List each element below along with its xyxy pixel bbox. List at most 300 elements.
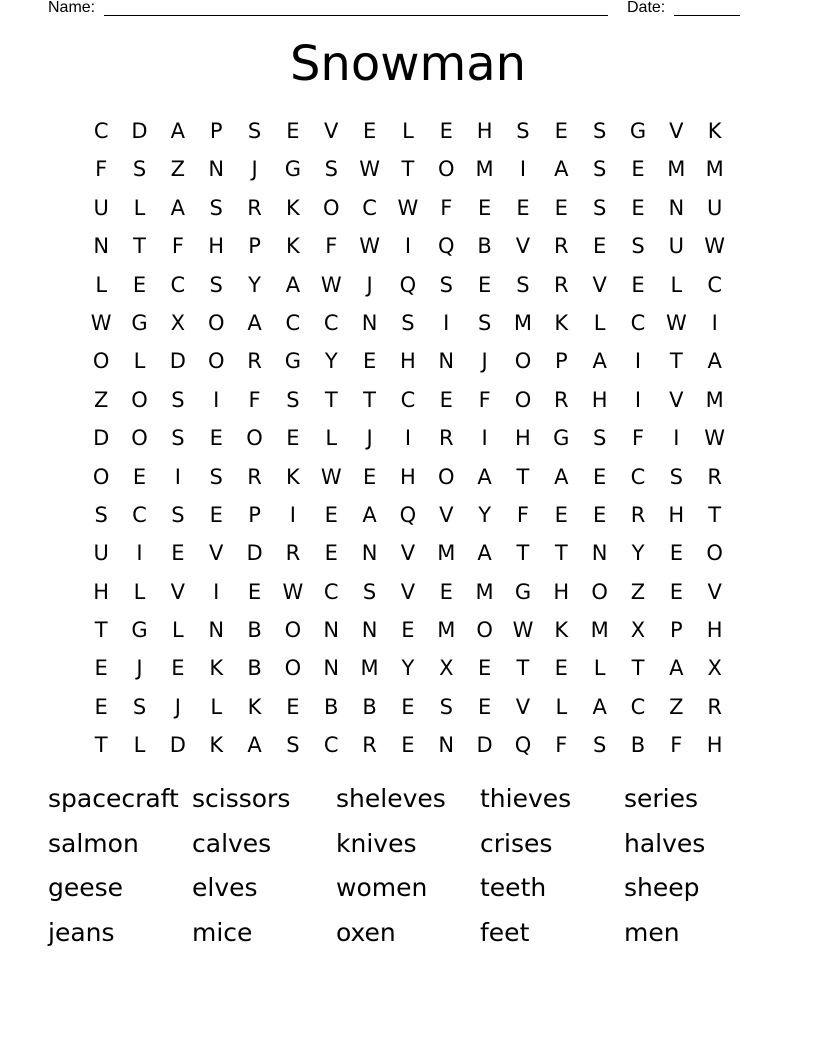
grid-letter[interactable]: E (477, 195, 492, 220)
grid-letter[interactable]: A (247, 310, 262, 335)
grid-letter[interactable]: K (286, 195, 300, 220)
grid-letter[interactable]: C (132, 502, 147, 527)
grid-letter[interactable]: W (359, 157, 380, 182)
grid-letter[interactable]: W (282, 579, 304, 604)
grid-letter[interactable]: R (438, 426, 454, 451)
grid-letter[interactable]: K (209, 656, 224, 681)
grid-letter[interactable]: O (284, 618, 302, 643)
grid-letter[interactable]: H (515, 426, 531, 451)
grid-letter[interactable]: Q (399, 272, 417, 297)
grid-letter[interactable]: A (592, 349, 607, 374)
grid-letter[interactable]: E (554, 502, 568, 527)
grid-letter[interactable]: H (400, 349, 416, 374)
grid-letter[interactable]: C (285, 310, 301, 335)
grid-letter[interactable]: H (591, 387, 608, 412)
grid-letter[interactable]: D (169, 349, 186, 374)
grid-letter[interactable]: I (443, 310, 450, 335)
grid-letter[interactable]: S (592, 119, 607, 143)
name-label: Name: (48, 0, 96, 16)
grid-letter[interactable]: E (286, 694, 300, 719)
grid-letter[interactable]: N (208, 618, 225, 643)
grid-letter[interactable]: E (631, 157, 645, 182)
grid-letter[interactable]: T (554, 541, 568, 566)
grid-letter[interactable]: L (325, 426, 338, 451)
grid-letter[interactable]: E (171, 656, 185, 681)
grid-letter[interactable]: N (93, 234, 110, 259)
grid-letter[interactable]: N (361, 310, 378, 335)
grid-letter[interactable]: E (477, 694, 492, 719)
grid-letter[interactable]: I (634, 387, 642, 412)
grid-letter[interactable]: W (704, 426, 726, 451)
grid-letter[interactable]: V (209, 541, 224, 566)
grid-letter[interactable]: O (476, 618, 493, 643)
grid-letter[interactable]: N (361, 618, 378, 643)
grid-letter[interactable]: G (514, 579, 532, 604)
grid-letter[interactable]: F (325, 234, 338, 259)
grid-letter[interactable]: E (631, 272, 645, 297)
grid-letter[interactable]: O (131, 387, 148, 412)
grid-letter[interactable]: S (286, 387, 300, 412)
grid-letter[interactable]: G (131, 310, 148, 335)
grid-letter[interactable]: M (475, 579, 494, 604)
grid-letter[interactable]: E (516, 195, 530, 220)
grid-letter[interactable]: K (554, 618, 569, 643)
grid-letter[interactable]: E (286, 119, 300, 143)
grid-letter[interactable]: Z (669, 694, 684, 719)
grid-letter[interactable]: O (591, 579, 608, 604)
grid-letter[interactable]: E (209, 426, 223, 451)
grid-letter[interactable]: M (590, 618, 609, 643)
grid-letter[interactable]: X (630, 618, 646, 643)
grid-letter[interactable]: S (516, 119, 530, 143)
grid-letter[interactable]: E (94, 694, 108, 719)
grid-letter[interactable]: V (170, 579, 186, 604)
grid-letter[interactable]: J (136, 656, 143, 681)
grid-row (82, 342, 734, 380)
grid-letter[interactable]: N (323, 656, 340, 681)
grid-row (82, 726, 734, 764)
grid-letter[interactable]: R (707, 464, 722, 489)
grid-letter[interactable]: S (171, 502, 185, 527)
grid-letter[interactable]: F (670, 733, 683, 758)
grid-letter[interactable]: D (476, 733, 493, 758)
grid-letter[interactable]: W (90, 310, 112, 335)
grid-letter[interactable]: A (170, 119, 186, 143)
grid-letter[interactable]: L (133, 349, 146, 374)
grid-letter[interactable]: F (171, 234, 184, 259)
grid-letter[interactable]: A (554, 464, 569, 489)
grid-letter[interactable]: U (93, 195, 109, 220)
grid-letter[interactable]: W (704, 234, 726, 259)
grid-letter[interactable]: G (629, 119, 647, 143)
grid-letter[interactable]: U (668, 234, 685, 259)
grid-letter[interactable]: I (136, 541, 143, 566)
grid-letter[interactable]: V (669, 387, 684, 412)
grid-letter[interactable]: K (554, 310, 569, 335)
grid-letter[interactable]: E (593, 234, 607, 259)
grid-letter[interactable]: O (284, 656, 302, 681)
grid-letter[interactable]: E (362, 464, 377, 489)
word-bank-item: teeth (480, 873, 547, 902)
grid-letter[interactable]: M (437, 541, 456, 566)
grid-letter[interactable]: V (592, 272, 607, 297)
grid-letter[interactable]: E (286, 426, 300, 451)
grid-letter[interactable]: E (554, 656, 568, 681)
grid-letter[interactable]: A (247, 733, 262, 758)
grid-letter[interactable]: S (362, 579, 377, 604)
grid-letter[interactable]: Y (631, 541, 645, 566)
grid-letter[interactable]: P (248, 502, 261, 527)
grid-letter[interactable]: I (711, 310, 718, 335)
grid-letter[interactable]: Y (324, 349, 338, 374)
grid-letter[interactable]: T (516, 541, 530, 566)
grid-letter[interactable]: P (248, 234, 261, 259)
grid-letter[interactable]: E (132, 272, 147, 297)
grid-letter[interactable]: E (439, 119, 453, 143)
grid-letter[interactable]: C (323, 733, 339, 758)
grid-letter[interactable]: L (593, 656, 606, 681)
grid-letter[interactable]: D (93, 426, 110, 451)
grid-letter[interactable]: K (247, 694, 262, 719)
grid-letter[interactable]: L (555, 694, 568, 719)
grid-letter[interactable]: B (324, 694, 339, 719)
grid-letter[interactable]: C (630, 694, 646, 719)
grid-letter[interactable]: F (440, 195, 453, 220)
grid-letter[interactable]: E (401, 733, 415, 758)
grid-letter[interactable]: F (95, 157, 108, 182)
grid-letter[interactable]: G (553, 426, 570, 451)
grid-letter[interactable]: L (172, 618, 184, 643)
grid-letter[interactable]: H (208, 234, 225, 259)
grid-letter[interactable]: B (630, 733, 646, 758)
grid-letter[interactable]: S (94, 502, 108, 527)
grid-letter[interactable]: T (363, 387, 376, 412)
grid-letter[interactable]: J (481, 349, 488, 374)
grid-letter[interactable]: A (669, 656, 684, 681)
grid-letter[interactable]: J (366, 272, 373, 297)
grid-letter[interactable]: C (93, 119, 109, 143)
grid-letter[interactable]: E (593, 464, 607, 489)
grid-letter[interactable]: C (400, 387, 416, 412)
grid-letter[interactable]: O (706, 541, 723, 566)
grid-letter[interactable]: V (324, 119, 339, 143)
grid-letter[interactable]: Y (401, 656, 415, 681)
grid-letter[interactable]: K (209, 733, 224, 758)
grid-letter[interactable]: S (324, 157, 338, 182)
grid-letter[interactable]: N (361, 541, 378, 566)
grid-letter[interactable]: E (554, 195, 568, 220)
grid-letter[interactable]: W (320, 464, 342, 489)
grid-letter[interactable]: F (478, 387, 491, 412)
grid-letter[interactable]: E (247, 579, 262, 604)
grid-letter[interactable]: C (630, 464, 646, 489)
grid-letter[interactable]: A (592, 694, 607, 719)
grid-letter[interactable]: M (705, 387, 724, 412)
grid-letter[interactable]: I (481, 426, 488, 451)
grid-letter[interactable]: I (404, 426, 412, 451)
grid-letter[interactable]: R (554, 272, 569, 297)
grid-letter[interactable]: J (174, 694, 181, 719)
grid-letter[interactable]: N (438, 733, 455, 758)
grid-letter[interactable]: R (554, 234, 569, 259)
grid-letter[interactable]: I (174, 464, 181, 489)
grid-letter[interactable]: P (209, 119, 223, 143)
grid-letter[interactable]: T (133, 234, 146, 259)
grid-letter[interactable]: O (92, 349, 110, 374)
grid-letter[interactable]: E (362, 119, 377, 143)
grid-letter[interactable]: S (286, 733, 300, 758)
grid-letter[interactable]: W (320, 272, 342, 297)
grid-letter[interactable]: T (669, 349, 683, 374)
grid-letter[interactable]: U (93, 541, 109, 566)
grid-letter[interactable]: X (439, 656, 454, 681)
grid-letter[interactable]: R (247, 464, 262, 489)
grid-letter[interactable]: S (171, 387, 185, 412)
grid-letter[interactable]: A (554, 157, 569, 182)
grid-letter[interactable]: N (208, 157, 225, 182)
grid-letter[interactable]: S (132, 694, 147, 719)
grid-letter[interactable]: Z (93, 387, 109, 412)
grid-letter[interactable]: H (476, 119, 493, 143)
grid-letter[interactable]: T (94, 618, 108, 643)
grid-letter[interactable]: H (706, 618, 723, 643)
grid-letter[interactable]: E (477, 272, 492, 297)
grid-letter[interactable]: C (362, 195, 377, 220)
grid-letter[interactable]: S (592, 426, 607, 451)
grid-letter[interactable]: E (401, 618, 415, 643)
grid-letter[interactable]: I (289, 502, 296, 527)
grid-letter[interactable]: S (477, 310, 492, 335)
grid-letter[interactable]: V (669, 119, 684, 143)
grid-letter[interactable]: E (669, 541, 683, 566)
grid-letter[interactable]: E (132, 464, 147, 489)
grid-letter[interactable]: W (397, 195, 419, 220)
grid-letter[interactable]: I (673, 426, 680, 451)
grid-letter[interactable]: F (631, 426, 645, 451)
grid-letter[interactable]: L (133, 579, 146, 604)
grid-letter[interactable]: E (554, 119, 568, 143)
grid-letter[interactable]: Y (248, 272, 261, 297)
grid-letter[interactable]: L (133, 733, 146, 758)
grid-letter[interactable]: X (170, 310, 186, 335)
grid-letter[interactable]: W (512, 618, 534, 643)
grid-letter[interactable]: G (284, 349, 302, 374)
grid-letter[interactable]: N (323, 618, 340, 643)
word-bank-item: women (336, 873, 428, 902)
grid-letter[interactable]: F (248, 387, 261, 412)
grid-letter[interactable]: Z (170, 157, 186, 182)
grid-letter[interactable]: S (209, 464, 223, 489)
grid-letter[interactable]: R (630, 502, 646, 527)
grid-letter[interactable]: Z (630, 579, 646, 604)
grid-letter[interactable]: E (171, 541, 185, 566)
grid-letter[interactable]: V (515, 694, 531, 719)
grid-letter[interactable]: C (323, 310, 339, 335)
grid-row (82, 189, 734, 227)
grid-letter[interactable]: E (324, 502, 338, 527)
grid-letter[interactable]: U (706, 195, 723, 220)
grid-letter[interactable]: H (400, 464, 416, 489)
grid-letter[interactable]: S (516, 272, 530, 297)
grid-letter[interactable]: M (437, 618, 456, 643)
grid-letter[interactable]: S (592, 157, 607, 182)
grid-letter[interactable]: M (475, 157, 494, 182)
grid-letter[interactable]: E (209, 502, 223, 527)
grid-letter[interactable]: M (360, 656, 379, 681)
grid-letter[interactable]: T (324, 387, 338, 412)
grid-letter[interactable]: M (513, 310, 533, 335)
grid-letter[interactable]: C (170, 272, 186, 297)
grid-letter[interactable]: I (634, 349, 642, 374)
grid-letter[interactable]: J (251, 157, 258, 182)
grid-letter[interactable]: O (207, 310, 225, 335)
grid-letter[interactable]: R (247, 195, 262, 220)
grid-letter[interactable]: S (209, 272, 223, 297)
grid-letter[interactable]: T (708, 502, 722, 527)
grid-letter[interactable]: H (553, 579, 570, 604)
grid-letter[interactable]: P (669, 618, 683, 643)
grid-letter[interactable]: H (668, 502, 685, 527)
grid-letter[interactable]: O (246, 426, 263, 451)
grid-letter[interactable]: R (285, 541, 301, 566)
grid-letter[interactable]: E (362, 349, 377, 374)
grid-letter[interactable]: F (555, 733, 568, 758)
grid-letter[interactable]: P (554, 349, 568, 374)
grid-letter[interactable]: I (213, 387, 220, 412)
grid-letter[interactable]: S (171, 426, 185, 451)
grid-letter[interactable]: W (665, 310, 687, 335)
grid-letter[interactable]: L (402, 119, 414, 143)
name-blank-line[interactable] (104, 15, 608, 16)
grid-letter[interactable]: A (707, 349, 722, 374)
grid-letter[interactable]: T (631, 656, 645, 681)
grid-letter[interactable]: E (94, 656, 108, 681)
grid-letter[interactable]: A (170, 195, 186, 220)
grid-letter[interactable]: T (401, 157, 415, 182)
grid-letter[interactable]: O (322, 195, 340, 220)
grid-letter[interactable]: C (630, 310, 646, 335)
grid-letter[interactable]: S (592, 195, 607, 220)
grid-letter[interactable]: N (438, 349, 455, 374)
grid-letter[interactable]: R (554, 387, 569, 412)
grid-letter[interactable]: W (359, 234, 380, 259)
grid-letter[interactable]: E (593, 502, 607, 527)
grid-letter[interactable]: G (131, 618, 148, 643)
grid-letter[interactable]: D (246, 541, 263, 566)
grid-letter[interactable]: I (404, 234, 412, 259)
date-blank-line[interactable] (674, 15, 740, 16)
grid-letter[interactable]: S (592, 733, 607, 758)
grid-letter[interactable]: S (669, 464, 683, 489)
grid-letter[interactable]: T (516, 656, 530, 681)
grid-letter[interactable]: T (516, 464, 530, 489)
grid-letter[interactable]: T (94, 733, 108, 758)
grid-letter[interactable]: O (131, 426, 148, 451)
grid-letter[interactable]: Q (438, 234, 455, 259)
grid-letter[interactable]: S (401, 310, 415, 335)
grid-letter[interactable]: V (439, 502, 454, 527)
grid-letter[interactable]: V (400, 579, 416, 604)
grid-letter[interactable]: K (707, 119, 722, 143)
grid-letter[interactable]: V (707, 579, 722, 604)
grid-letter[interactable]: L (210, 694, 223, 719)
grid-letter[interactable]: D (169, 733, 186, 758)
grid-letter[interactable]: Q (514, 733, 532, 758)
grid-letter[interactable]: L (670, 272, 683, 297)
grid-letter[interactable]: H (93, 579, 110, 604)
grid-letter[interactable]: J (366, 426, 373, 451)
grid-letter[interactable]: O (514, 387, 532, 412)
grid-letter[interactable]: C (707, 272, 722, 297)
grid-letter[interactable]: D (131, 119, 148, 143)
grid-letter[interactable]: E (439, 387, 453, 412)
grid-letter[interactable]: V (400, 541, 416, 566)
grid-letter[interactable]: O (207, 349, 225, 374)
grid-letter[interactable]: L (593, 310, 606, 335)
grid-letter[interactable]: E (477, 656, 492, 681)
grid-letter[interactable]: G (284, 157, 302, 182)
grid-letter[interactable]: H (706, 733, 723, 758)
grid-letter[interactable]: E (631, 195, 645, 220)
grid-letter[interactable]: L (133, 195, 146, 220)
grid-letter[interactable]: R (707, 694, 722, 719)
grid-letter[interactable]: R (247, 349, 262, 374)
grid-letter[interactable]: X (707, 656, 722, 681)
grid-letter[interactable]: Y (478, 502, 492, 527)
grid-letter[interactable]: B (247, 618, 262, 643)
grid-letter[interactable]: M (667, 157, 686, 182)
grid-letter[interactable]: O (514, 349, 532, 374)
grid-letter[interactable]: A (285, 272, 301, 297)
grid-letter[interactable]: F (516, 502, 529, 527)
grid-letter[interactable]: A (362, 502, 377, 527)
grid-letter[interactable]: I (213, 579, 220, 604)
grid-letter[interactable]: B (477, 234, 492, 259)
grid-letter[interactable]: S (209, 195, 223, 220)
worksheet-header (0, 0, 816, 20)
word-bank-item: halves (624, 828, 706, 858)
grid-letter[interactable]: Q (399, 502, 417, 527)
grid-letter[interactable]: S (631, 234, 645, 259)
grid-letter[interactable]: N (668, 195, 685, 220)
grid-letter[interactable]: E (439, 579, 453, 604)
grid-letter[interactable]: R (362, 733, 377, 758)
grid-letter[interactable]: O (438, 157, 455, 182)
grid-letter[interactable]: S (439, 272, 453, 297)
grid-letter[interactable]: K (286, 234, 300, 259)
grid-letter[interactable]: A (477, 541, 492, 566)
grid-letter[interactable]: I (519, 157, 527, 182)
grid-letter[interactable]: E (401, 694, 415, 719)
grid-letter[interactable]: B (362, 694, 377, 719)
grid-letter[interactable]: L (95, 272, 108, 297)
grid-letter[interactable]: S (132, 157, 147, 182)
grid-letter[interactable]: E (324, 541, 338, 566)
grid-letter[interactable]: K (286, 464, 300, 489)
grid-letter[interactable]: B (247, 656, 262, 681)
grid-letter[interactable]: C (323, 579, 339, 604)
grid-letter[interactable]: M (705, 157, 724, 182)
grid-letter[interactable]: S (439, 694, 453, 719)
grid-letter[interactable]: S (247, 119, 262, 143)
grid-letter[interactable]: O (92, 464, 110, 489)
grid-letter[interactable]: V (515, 234, 531, 259)
grid-letter[interactable]: A (477, 464, 492, 489)
grid-letter[interactable]: E (669, 579, 683, 604)
grid-letter[interactable]: N (591, 541, 608, 566)
word-bank-item: jeans (48, 917, 115, 947)
grid-letter[interactable]: O (438, 464, 455, 489)
